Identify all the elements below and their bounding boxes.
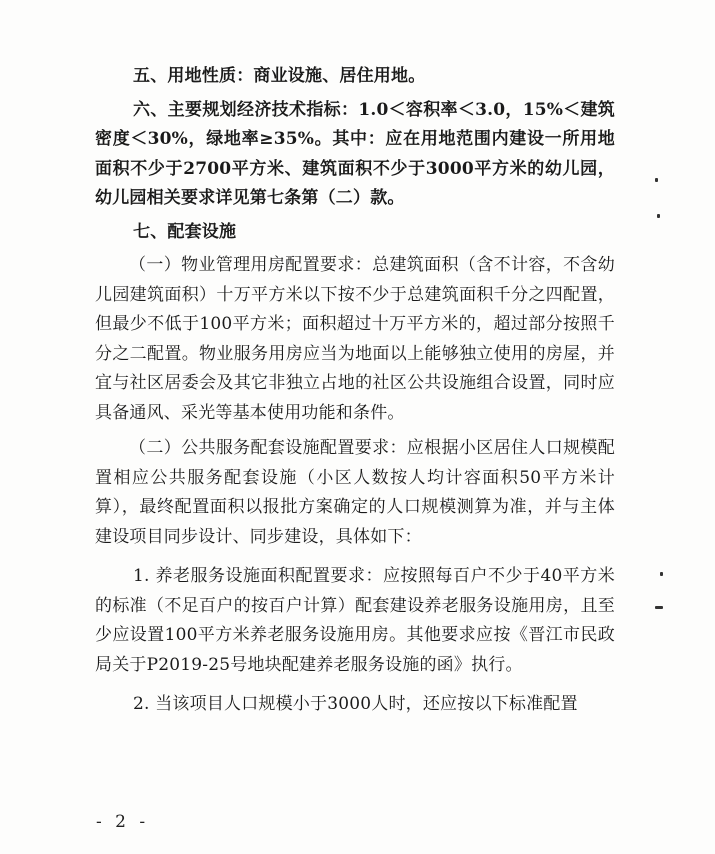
scan-speck (655, 606, 663, 609)
scan-speck (655, 178, 658, 182)
item-2-population-standard: 2. 当该项目人口规模小于3000人时，还应按以下标准配置 (133, 694, 578, 714)
section-5-land-use: 五、用地性质：商业设施、居住用地。 (133, 66, 426, 86)
item-1-elderly-care: 1. 养老服务设施面积配置要求：应按照每百户不少于40平方米的标准（不足百户的按百户计算）配套建设养老服务设施用房，且至少应设置100平方米养老服务设施用房。其他要求应按《晋江市民政局关于P2019-25号地块配建养老服务设施的函》执行。 (95, 566, 615, 675)
section-7-1-property-management: （一）物业管理用房配置要求：总建筑面积（含不计容，不含幼儿园建筑面积）十万平方米以下按不少于总建筑面积千分之四配置，但最少不低于100平方米；面积超过十万平方米的，超过部分按照千分之二配置。物业服务用房应当为地面以上能够独立使用的房屋，并宜与社区居委会及其它非独立占地的社区公共设施组合设置，同时应具备通风、采光等基本使用功能和条件。 (95, 255, 615, 423)
section-7-heading: 七、配套设施 (133, 221, 237, 242)
page-number: - 2 - (96, 812, 150, 832)
document-body (95, 62, 615, 720)
section-6-planning-indicators: 六、主要规划经济技术指标：1.0＜容积率＜3.0，15%＜建筑密度＜30%，绿地率≥35%。其中：应在用地范围内建设一所用地面积不少于2700平方米、建筑面积不少于3000平方米的幼儿园，幼儿园相关要求详见第七条第（二）款。 (95, 99, 615, 208)
scan-speck (660, 572, 663, 576)
scan-speck (657, 214, 660, 218)
section-7-2-public-services: （二）公共服务配套设施配置要求：应根据小区居住人口规模配置相应公共服务配套设施（小区人数按人均计容面积50平方米计算），最终配置面积以报批方案确定的人口规模测算为准，并与主体建设项目同步设计、同步建设，具体如下： (95, 438, 615, 547)
